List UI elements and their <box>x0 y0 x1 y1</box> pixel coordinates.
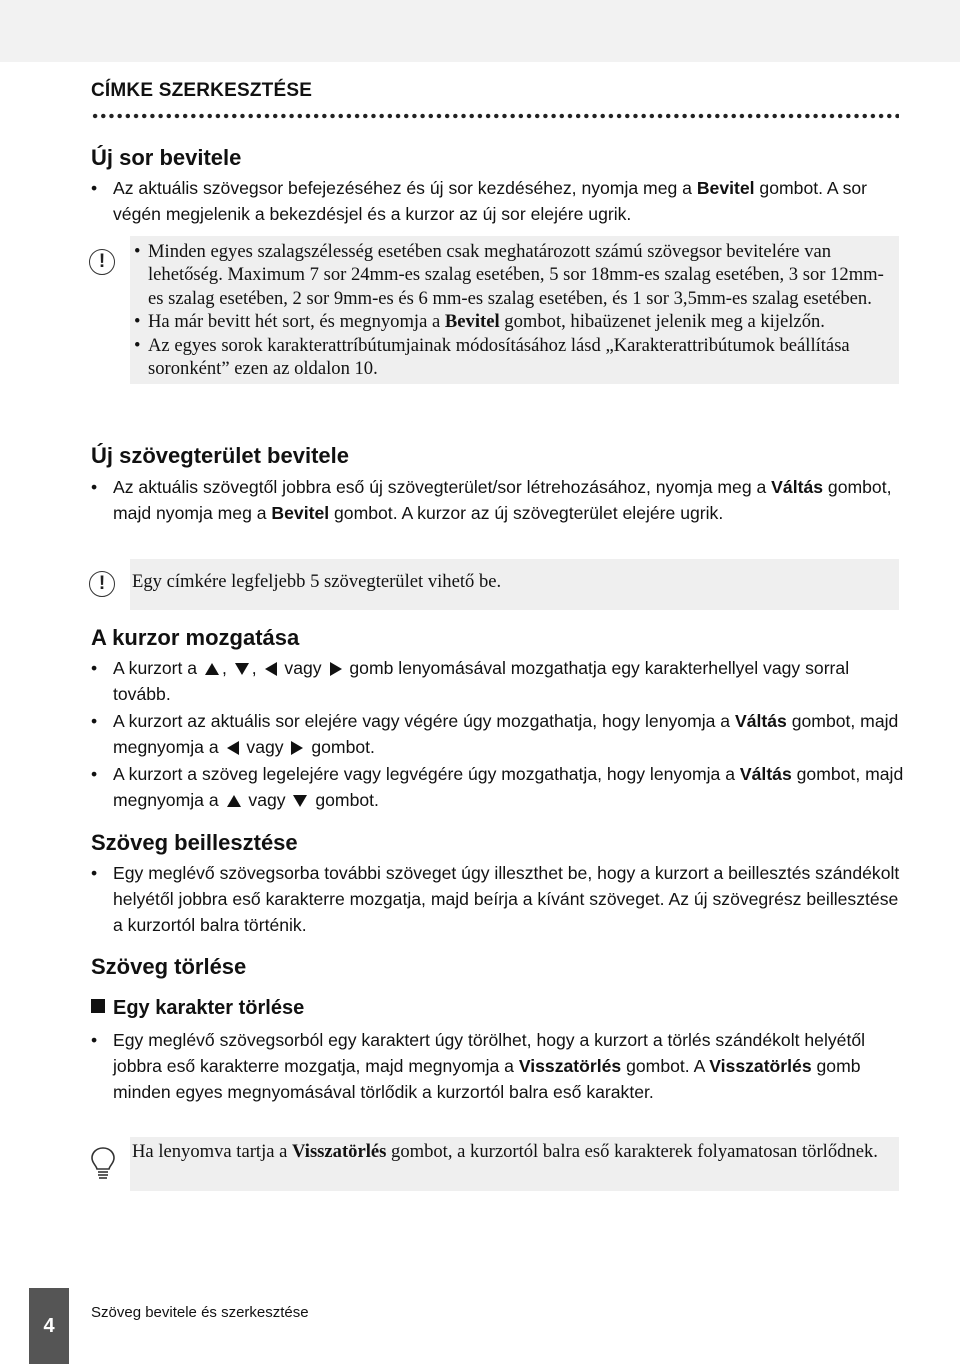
note-item: • Minden egyes szalagszélesség esetében csak meghatározott számú szövegsor bevitelére van lehetőség. Maximum 7 sor 24mm-es szalag esetében, 5 sor 18mm-es szalag esetében, 3 sor 12mm-es szalag esetében, 2 sor 9mm-es és 6 mm-es szalag esetében, és 1 sor 3,5mm-es szalag esetében. <box>130 240 891 310</box>
list-item: • Egy meglévő szövegsorból egy karaktert úgy törölhet, hogy a kurzort a törlés szándékolt helyétől jobbra eső karakterre mozgatja, majd megnyomja a Visszatörlés gombot. A Visszatörlés gomb minden egyes megnyomásával törlődik a kurzortól balra eső karakter. <box>91 1027 906 1105</box>
lightbulb-icon <box>88 1145 118 1183</box>
list-item: • Az aktuális szövegsor befejezéséhez és új sor kezdéséhez, nyomja meg a Bevitel gombot. A sor végén megjelenik a bekezdésjel és a kurzor az új sor elejére ugrik. <box>91 175 906 227</box>
section-title-cursor: A kurzor mozgatása <box>91 625 300 650</box>
triangle-left-icon <box>265 662 277 676</box>
list-item: • A kurzort a , , vagy gomb lenyomásával mozgathatja egy karakterhellyel vagy sorral tovább. <box>91 655 906 707</box>
note-box-lines <box>130 236 899 384</box>
warning-icon: ! <box>89 571 115 597</box>
triangle-left-icon <box>227 741 239 755</box>
subsection-title-delete-char: Egy karakter törlése <box>91 997 304 1020</box>
new-text-area-list <box>91 474 906 527</box>
triangle-up-icon <box>205 663 219 675</box>
triangle-right-icon <box>330 662 342 676</box>
square-bullet-icon <box>91 999 105 1013</box>
warning-icon: ! <box>89 249 115 275</box>
list-item: • Egy meglévő szövegsorba további szöveget úgy illeszthet be, hogy a kurzort a beillesztés szándékolt helyétől jobbra eső karakterre mozgatja, majd beírja a kívánt szöveget. Az új szövegrész beillesztése a kurzortól balra történik. <box>91 860 906 938</box>
page-number: 4 <box>29 1288 69 1364</box>
note-item: • Ha már bevitt hét sort, és megnyomja a Bevitel gombot, hibaüzenet jelenik meg a kijelzőn. <box>130 310 891 333</box>
new-line-list <box>91 175 906 228</box>
note-item: • Az egyes sorok karakterattríbútumjainak módosításához lásd „Karakterattribútumok beállítása soronként” ezen az oldalon 10. <box>130 334 891 381</box>
list-item: • Az aktuális szövegtől jobbra eső új szövegterület/sor létrehozásához, nyomja meg a Váltás gombot, majd nyomja meg a Bevitel gombot. A kurzor az új szövegterület elejére ugrik. <box>91 474 906 526</box>
insert-list <box>91 860 906 939</box>
section-title-new-line: Új sor bevitele <box>91 145 242 170</box>
note-box-text-areas <box>130 559 899 610</box>
triangle-down-icon <box>235 663 249 675</box>
dotted-divider <box>91 112 899 120</box>
section-title-new-text-area: Új szövegterület bevitele <box>91 443 349 468</box>
cursor-list <box>91 655 906 814</box>
delete-list <box>91 1027 906 1106</box>
triangle-right-icon <box>291 741 303 755</box>
note-text: Egy címkére legfeljebb 5 szövegterület vihető be. <box>132 571 502 592</box>
tip-box <box>130 1137 899 1191</box>
footer-chapter: Szöveg bevitele és szerkesztése <box>91 1304 309 1321</box>
triangle-down-icon <box>293 795 307 807</box>
tip-text: Ha lenyomva tartja a Visszatörlés gombot, a kurzortól balra eső karakterek folyamatosan törlődnek. <box>132 1141 878 1162</box>
list-item: • A kurzort az aktuális sor elejére vagy végére úgy mozgathatja, hogy lenyomja a Váltás gombot, majd megnyomja a vagy gombot. <box>91 708 906 760</box>
section-title-insert: Szöveg beillesztése <box>91 830 298 855</box>
top-strip <box>0 0 960 62</box>
page-header: CÍMKE SZERKESZTÉSE <box>91 80 313 101</box>
triangle-up-icon <box>227 795 241 807</box>
section-title-delete: Szöveg törlése <box>91 954 247 979</box>
list-item: • A kurzort a szöveg legelejére vagy legvégére úgy mozgathatja, hogy lenyomja a Váltás gombot, majd megnyomja a vagy gombot. <box>91 761 906 813</box>
